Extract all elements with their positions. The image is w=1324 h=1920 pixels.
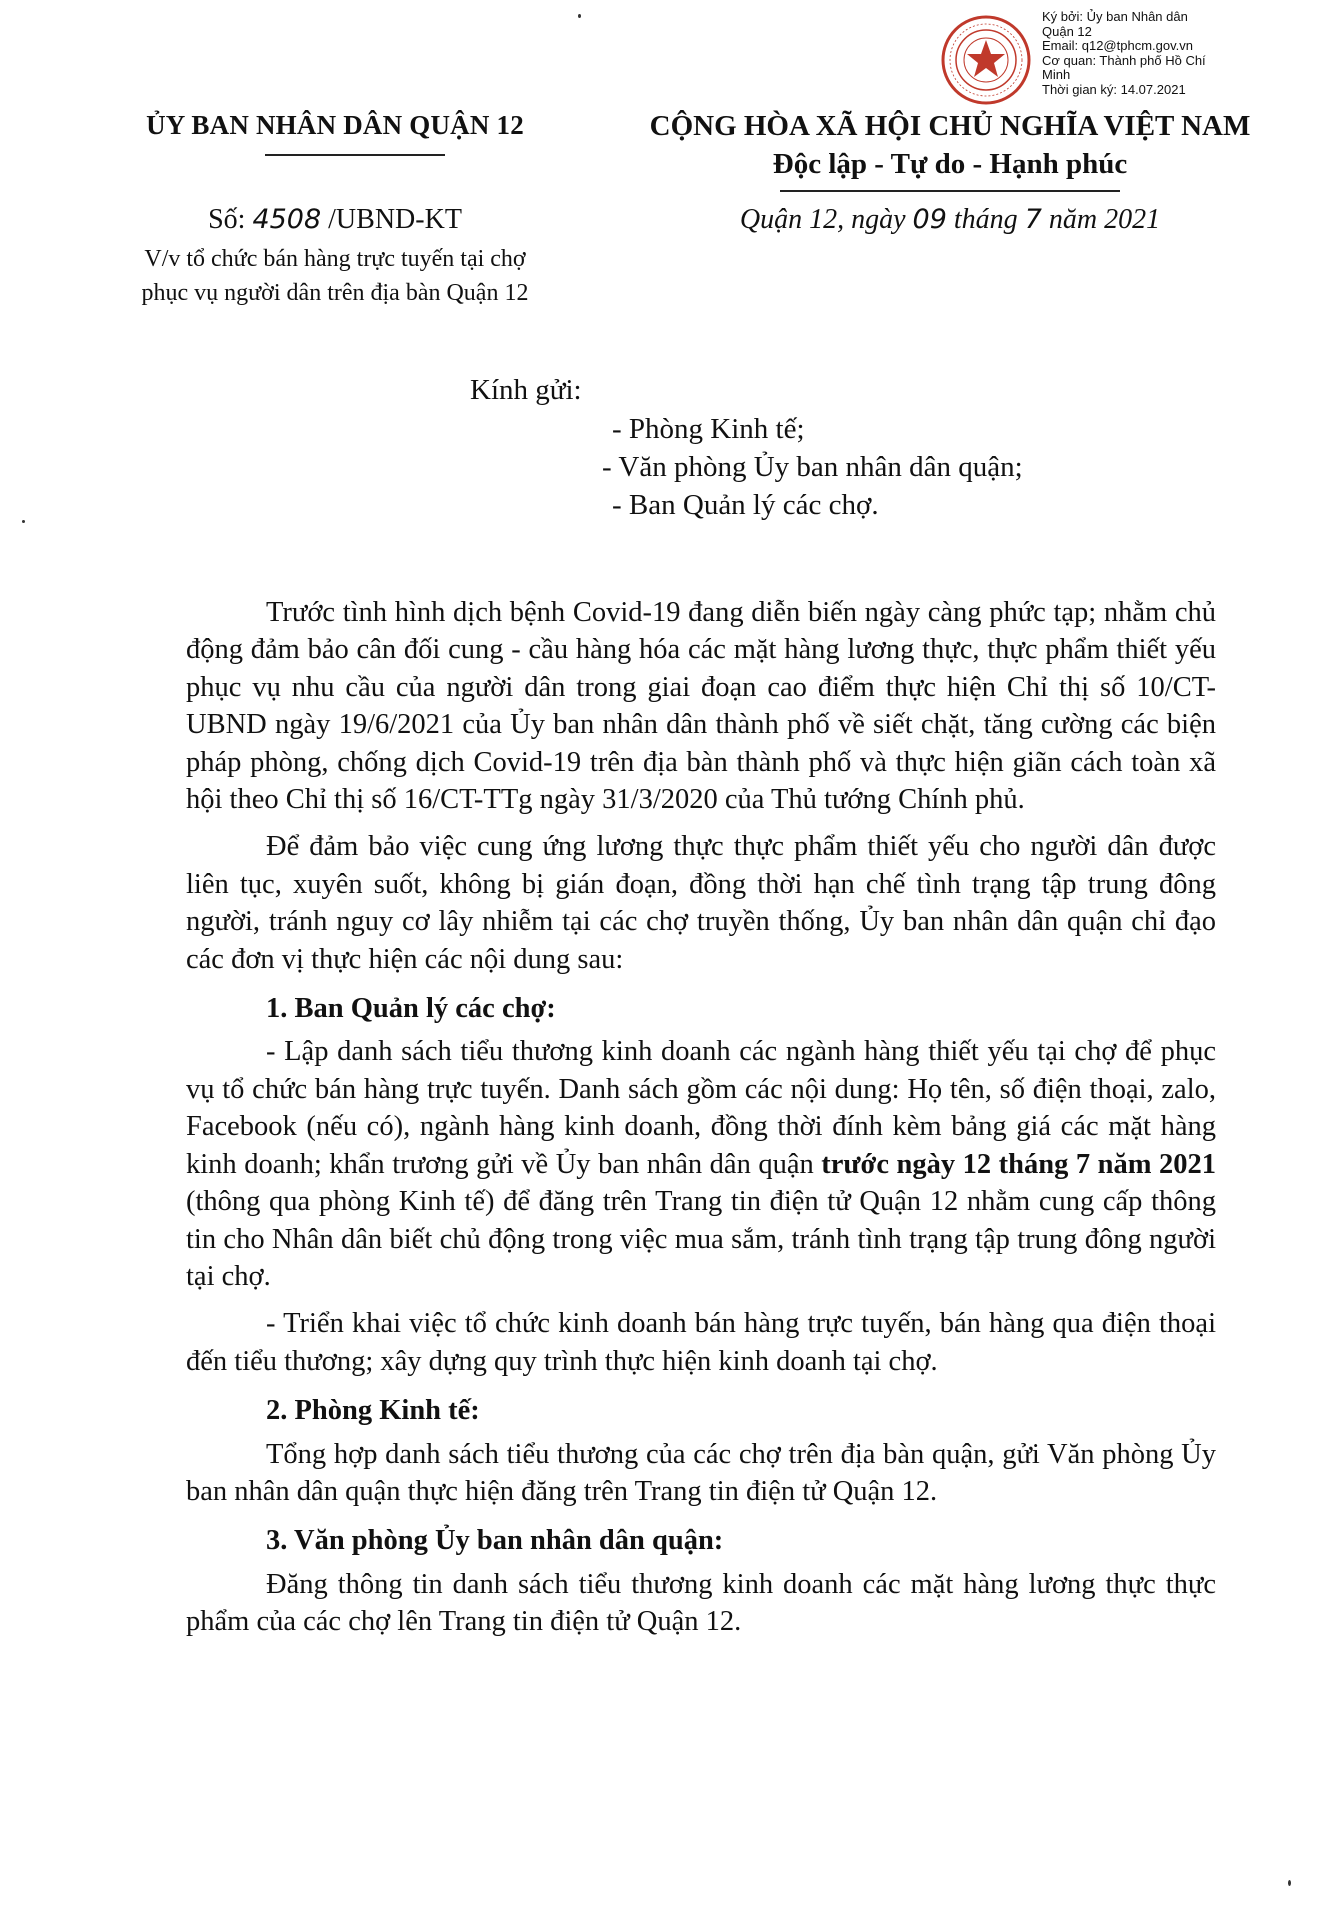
section-heading: 2. Phòng Kinh tế:: [266, 1395, 480, 1427]
body-paragraph: [186, 1033, 1216, 1295]
signature-time: Thời gian ký: 14.07.2021: [1042, 81, 1186, 97]
place-prefix: Quận 12, ngày: [739, 204, 906, 235]
day-handwritten: 09: [912, 204, 947, 235]
signature-signer-cont: Quận 12: [1042, 23, 1092, 39]
document-number: [100, 204, 570, 236]
body-paragraph: Tổng hợp danh sách tiểu thương của các chợ trên địa bàn quận, gửi Văn phòng Ủy ban nhân dân quận thực hiện đăng trên Trang tin điện tử Quận 12.: [186, 1438, 1216, 1507]
national-title: CỘNG HÒA XÃ HỘI CHỦ NGHĨA VIỆT NAM: [649, 110, 1251, 142]
recipient-item: - Phòng Kinh tế;: [612, 413, 805, 445]
month-handwritten: 7: [1024, 204, 1042, 235]
signature-signer: Ký bởi: Ủy ban Nhân dân: [1042, 9, 1188, 24]
scan-speck: [22, 520, 25, 523]
signature-email: Email: q12@tphcm.gov.vn: [1042, 38, 1193, 53]
issuing-organization: ỦY BAN NHÂN DÂN QUẬN 12: [146, 110, 524, 140]
salutation: Kính gửi:: [470, 374, 582, 406]
recipient-item: - Ban Quản lý các chợ.: [612, 489, 879, 521]
body-paragraph: Trước tình hình dịch bệnh Covid-19 đang diễn biến ngày càng phức tạp; nhằm chủ động đảm bảo cân đối cung - cầu hàng hóa các mặt hàng lương thực, thực phẩm thiết yếu phục vụ nhu cầu của người dân trong giai đoạn cao điểm thực hiện Chỉ thị số 10/CT-UBND ngày 19/6/2021 của Ủy ban nhân dân thành phố về siết chặt, tăng cường các biện pháp phòng, chống dịch Covid-19 trên địa bàn thành phố và thực hiện giãn cách toàn xã hội theo Chỉ thị số 16/CT-TTg ngày 31/3/2020 của Thủ tướng Chính phủ.: [186, 597, 1216, 816]
official-seal-icon: [940, 14, 1032, 106]
deadline-text: trước ngày 12 tháng 7 năm 2021: [821, 1148, 1217, 1180]
signature-agency: Cơ quan: Thành phố Hồ Chí: [1042, 52, 1206, 68]
scan-speck: [1288, 1880, 1291, 1886]
subject-line-2: phục vụ người dân trên địa bàn Quận 12: [141, 280, 529, 306]
document-body: [186, 594, 1216, 1641]
doc-number-handwritten: 4508: [252, 204, 322, 235]
signature-agency-cont: Minh: [1042, 67, 1071, 82]
national-motto: Độc lập - Tự do - Hạnh phúc: [772, 148, 1128, 180]
section-heading: 3. Văn phòng Ủy ban nhân dân quận:: [266, 1525, 724, 1557]
paragraph-text: - Lập danh sách tiểu thương kinh doanh các ngành hàng thiết yếu tại chợ để phục vụ tổ chức bán hàng trực tuyến. Danh sách gồm các nội dung: Họ tên, số điện thoại, zalo, Facebook (nếu có), ngành hàng kinh doanh, đồng thời đính kèm bảng giá các mặt hàng kinh doanh; khẩn trương gửi về Ủy ban nhân dân quận: [186, 1036, 1216, 1180]
org-underline: [265, 154, 445, 156]
recipient-list: [602, 410, 1023, 524]
body-paragraph: Đăng thông tin danh sách tiểu thương kinh doanh các mặt hàng lương thực thực phẩm của các chợ lên Trang tin điện tử Quận 12.: [186, 1568, 1216, 1638]
body-paragraph: Để đảm bảo việc cung ứng lương thực thực phẩm thiết yếu cho người dân được liên tục, xuyên suốt, không bị gián đoạn, đồng thời hạn chế tình trạng tập trung đông người, tránh nguy cơ lây nhiễm tại các chợ truyền thống, Ủy ban nhân dân quận chỉ đạo các đơn vị thực hiện các nội dung sau:: [186, 831, 1216, 975]
doc-number-prefix: Số:: [208, 204, 246, 235]
recipient-item: - Văn phòng Ủy ban nhân dân quận;: [602, 451, 1023, 483]
month-label: tháng: [953, 204, 1018, 235]
motto-underline: [780, 190, 1120, 192]
year-label: năm 2021: [1048, 204, 1161, 235]
subject-line-1: V/v tổ chức bán hàng trực tuyến tại chợ: [144, 246, 526, 272]
place-and-date: [640, 204, 1260, 236]
paragraph-text: (thông qua phòng Kinh tế) để đăng trên Trang tin điện tử Quận 12 nhằm cung cấp thông tin cho Nhân dân biết chủ động trong việc mua sắm, tránh tình trạng tập trung đông người tại chợ.: [186, 1186, 1216, 1292]
scan-speck: [578, 14, 581, 18]
section-heading: 1. Ban Quản lý các chợ:: [266, 993, 556, 1025]
body-paragraph: - Triển khai việc tổ chức kinh doanh bán hàng trực tuyến, bán hàng qua điện thoại đến tiểu thương; xây dựng quy trình thực hiện kinh doanh tại chợ.: [186, 1308, 1216, 1377]
digital-signature-info: [1042, 10, 1282, 97]
document-subject: [100, 242, 570, 310]
doc-number-suffix: /UBND-KT: [328, 204, 462, 235]
